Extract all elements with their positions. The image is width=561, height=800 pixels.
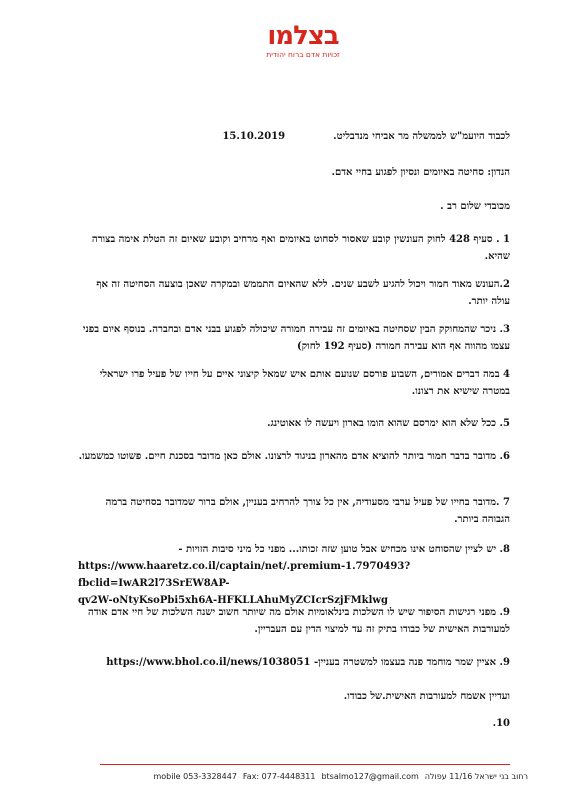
paragraph-9b: [78, 654, 510, 671]
paragraph-4: 4 במה דברים אמורים, השבוע פורסם שנועם אותם איש שמאל קיצוני איים על חייו של פעיל פרו ישראלי במטרה שישיא את רצונו.: [99, 369, 510, 397]
haaretz-link-line-2[interactable]: qv2W-oNtyKsoPbi5xh6A-HFKLLAhuMyZCIcrSzjFMklwg: [78, 595, 388, 606]
letter-body: [78, 128, 510, 145]
letterhead-footer: [88, 772, 528, 781]
paragraph-10: 10.: [492, 718, 510, 729]
recipient-line: לכבוד היועמ"ש לממשלה מר אביחי מנדבליט.: [333, 131, 510, 142]
subject-line: הנדון: סחיטה באיומים ונסיון לפגוע בחיי אדם.: [331, 167, 510, 178]
paragraph-1: 1 . סעיף 428 לחוק העונשין קובע שאסור לסחוט באיומים ואף מרחיב וקובע שאיום זה הטלת אימה בצורה שהיא.: [91, 234, 510, 262]
paragraph-9a: 9. מפני רגישות הסיפור שיש לו השלכות בינלאומיות אולם מה שיותר חשוב ישנה השלכות של חיי אדם אודה למעורבות האישית של כבודו בתיק זה עד למיצוי הדין עם העבריין.: [88, 607, 510, 635]
closing-line: ועדיין אשמח למעורבות האישית.של כבודו.: [343, 691, 510, 702]
paragraph-6: 6. מדובר בדבר חמור ביותר להוציא אדם מהארון בניגוד לרצונו. אולם כאן מדובר בסכנת חיים. פשוטו כמשמעו.: [78, 451, 510, 462]
greeting-line: מכובדי שלום רב .: [440, 201, 510, 212]
paragraph-8-text: 8. יש לציין שהסוחט אינו מכחיש אבל טוען שזה זכותו... מפני כל מיני סיבות הזויות -: [178, 544, 510, 555]
footer-fax: Fax: 077-4448311: [242, 772, 316, 781]
paragraph-3: 3. ניכר שהמחוקק הבין שסחיטה באיומים זה עבירה חמורה שיכולה לפגוע בבני אדם ובחברה. בנוסף איום בפני עצמו מהווה אף הוא עבירה חמורה (סעיף 192 לחוק): [82, 324, 510, 352]
paragraph-5: 5. ככל שלא הוא ימרסם שהוא הומו בארון ויעשה לו אאוטינג.: [267, 418, 510, 429]
bhol-link[interactable]: https://www.bhol.co.il/news/1038051: [106, 657, 311, 668]
footer-email[interactable]: btsalmo127@gmail.com: [321, 772, 419, 781]
haaretz-link-line-1[interactable]: https://www.haaretz.co.il/captain/net/.premium-1.7970493?fbclid=IwAR2l73SrEW8AP-: [78, 561, 411, 589]
paragraph-2: 2.העונש מאוד חמור ויכול להגיע לשבע שנים. ללא שהאיום התממש ובמקרה שאכן בוצעה הסחיטה זה אף עולה יותר.: [96, 279, 510, 307]
paragraph-8: [78, 541, 510, 609]
footer-address: רחוב בני ישראל 11/16 עפולה: [424, 772, 528, 781]
paragraph-9b-text: 9. אציין שמר מוחמד פנה בעצמו למשטרה בעניין-: [313, 657, 510, 668]
paragraph-7: 7 .מדובר בחייו של פעיל ערבי מסעודיה, אין כל צורך להרחיב בעניין, אולם ברור שמדובר בסחיטה ברמה הגבוהה ביותר.: [105, 497, 510, 525]
footer-divider: [100, 764, 510, 765]
letter-date: 15.10.2019: [222, 131, 286, 142]
letter-header: [78, 128, 510, 145]
organization-logo: [248, 22, 358, 62]
footer-mobile: mobile 053-3328447: [153, 772, 237, 781]
logo-subtitle: זכויות אדם ברוח יהודית: [266, 50, 340, 59]
logo-title: בצלמו: [267, 21, 339, 51]
